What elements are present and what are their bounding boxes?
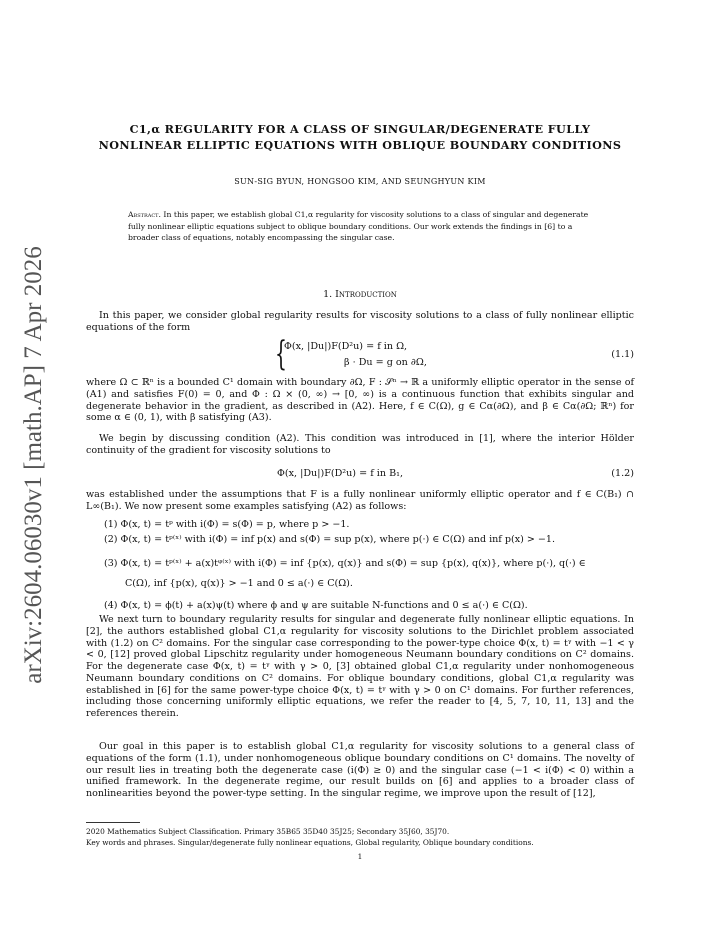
paper-title-line-1: C1,α REGULARITY FOR A CLASS OF SINGULAR/DEGENERATE FULLY (129, 122, 591, 136)
equation-number-1-2: (1.2) (611, 468, 634, 479)
paper-title-line-2: NONLINEAR ELLIPTIC EQUATIONS WITH OBLIQUE BOUNDARY CONDITIONS (98, 138, 622, 152)
example-list-item-1: (1) Φ(x, t) = tᵖ with i(Φ) = s(Φ) = p, where p > −1. (104, 519, 350, 530)
paragraph-4 (86, 489, 634, 513)
paragraph-text: Our goal in this paper is to establish global C1,α regularity for viscosity solutions to a general class of equations of the form (1.1), under nonhomogeneous oblique boundary conditions on C¹ domains. The novelty of our result lies in treating both the degenerate case (i(Φ) ≥ 0) and the singular case (−1 < i(Φ) < 0) within a unified framework. In the degenerate regime, our result builds on [6] and applies to a broader class of nonlinearities beyond the power-type setting. In the singular regime, we improve upon the result of [12], (86, 741, 634, 799)
example-list-item-3: (3) Φ(x, t) = tᵖ⁽ˣ⁾ + a(x)tᵠ⁽ˣ⁾ with i(Φ) = inf {p(x), q(x)} and s(Φ) = sup {p(x), q(x)}, where p(·), q(·) ∈ (104, 558, 586, 569)
paragraph-text: where Ω ⊂ ℝⁿ is a bounded C¹ domain with boundary ∂Ω, F : 𝒮ⁿ → ℝ a uniformly elliptic operator in the sense of (A1) and satisfies F(0) = 0, and Φ : Ω × (0, ∞) → [0, ∞) is a continuous function that exhibits singular and degenerate behavior in the gradient, as described in (A2). Here, f ∈ C(Ω), g ∈ Cα(∂Ω), and β ∈ Cα(∂Ω; ℝⁿ) for some α ∈ (0, 1), with β satisfying (A3). (86, 377, 634, 424)
paragraph-2 (86, 377, 634, 424)
paragraph-text: In this paper, we consider global regularity results for viscosity solutions to a class of fully nonlinear elliptic equations of the form (86, 310, 634, 333)
abstract-text: In this paper, we establish global C1,α regularity for viscosity solutions to a class of singular and degenerate fully nonlinear elliptic equations subject to oblique boundary conditions. Our work extends the findings in [6] to a broader class of equations, notably encompassing the singular case. (128, 210, 589, 243)
paragraph-text: was established under the assumptions that F is a fully nonlinear uniformly elliptic operator and f ∈ C(B₁) ∩ L∞(B₁). We now present some examples satisfying (A2) as follows: (86, 489, 634, 512)
equation-1-1-line-2: β · Du = g on ∂Ω, (344, 357, 427, 368)
keywords-footnote: Key words and phrases. Singular/degenerate fully nonlinear equations, Global regularity, Oblique boundary conditions. (86, 838, 534, 847)
authors: SUN-SIG BYUN, HONGSOO KIM, AND SEUNGHYUN KIM (234, 177, 486, 186)
equation-brace: { (275, 334, 287, 374)
equation-number-1-1: (1.1) (611, 349, 634, 360)
paragraph-5 (86, 614, 634, 720)
abstract-label: Abstract. (128, 210, 161, 219)
paragraph-text: We next turn to boundary regularity results for singular and degenerate fully nonlinear elliptic equations. In [2], the authors established global C1,α regularity for viscosity solutions to the Dirichlet problem associated with (1.2) on C² domains. For the singular case corresponding to the power-type choice Φ(x, t) = tᵞ with −1 < γ < 0, [12] proved global Lipschitz regularity under homogeneous Neumann boundary conditions on C² domains. For the degenerate case Φ(x, t) = tᵞ with γ > 0, [3] obtained global C1,α regularity under nonhomogeneous Neumann boundary conditions on C² domains. For oblique boundary conditions, global C1,α regularity was established in [6] for the same power-type choice Φ(x, t) = tᵞ with γ > 0 on C¹ domains. For further references, including those concerning uniformly elliptic equations, we refer the reader to [4, 5, 7, 10, 11, 13] and the references therein. (86, 614, 634, 719)
equation-1-1-line-1: Φ(x, |Du|)F(D²u) = f in Ω, (284, 341, 408, 352)
section-heading (80, 289, 640, 300)
arxiv-sidebar (14, 246, 54, 684)
example-list-item-4: (4) Φ(x, t) = ϕ(t) + a(x)ψ(t) where ϕ and ψ are suitable N-functions and 0 ≤ a(·) ∈ C(Ω). (104, 600, 528, 611)
arxiv-identifier[interactable]: arXiv:2604.06030v1 [math.AP] 7 Apr 2026 (20, 246, 47, 684)
paragraph-3 (86, 433, 634, 457)
example-list-item-3-cont: C(Ω), inf {p(x), q(x)} > −1 and 0 ≤ a(·) ∈ C(Ω). (125, 578, 353, 589)
msc-footnote: 2020 Mathematics Subject Classification. Primary 35B65 35D40 35J25; Secondary 35J60, 35J70. (86, 827, 450, 836)
footnote-rule (86, 822, 140, 823)
example-list-item-2: (2) Φ(x, t) = tᵖ⁽ˣ⁾ with i(Φ) = inf p(x) and s(Φ) = sup p(x), where p(·) ∈ C(Ω) and inf p(x) > −1. (104, 534, 555, 545)
paragraph-6 (86, 741, 634, 800)
section-title: 1. Introduction (323, 289, 397, 300)
page-number: 1 (357, 852, 363, 861)
paragraph-text: We begin by discussing condition (A2). This condition was introduced in [1], where the interior Hölder continuity of the gradient for viscosity solutions to (86, 433, 634, 456)
equation-1-2: Φ(x, |Du|)F(D²u) = f in B₁, (277, 468, 404, 479)
abstract (128, 209, 598, 244)
paragraph-1 (86, 310, 634, 334)
